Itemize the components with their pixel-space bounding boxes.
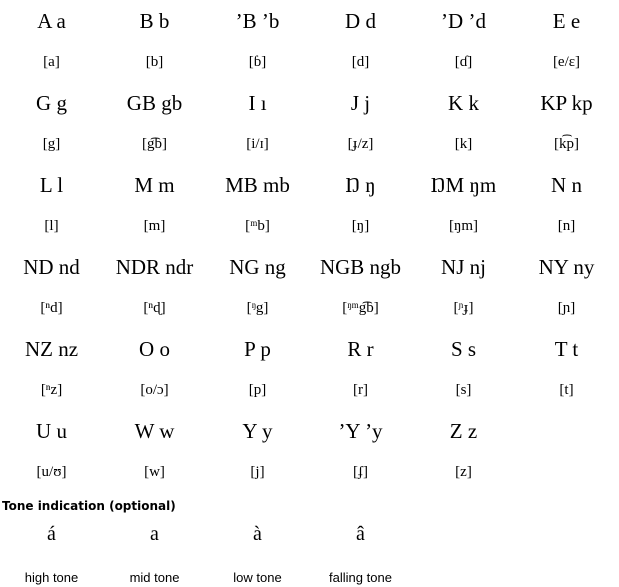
letter-cell: NY ny [538,254,595,279]
ipa-cell: [n] [557,217,576,234]
tone-mark-mid: a [150,523,159,545]
ipa-cell: [l] [44,217,59,234]
ipa-cell: [ɲ] [557,299,576,316]
tone-label-falling: falling tone [329,570,392,585]
letter-cell: ’D ’d [441,8,486,33]
ipa-cell: [ᵑᵐg͡b] [342,299,379,316]
letter-cell: M m [134,172,175,197]
ipa-row [0,41,619,82]
letter-cell: O o [139,336,170,361]
ipa-cell: [u/ʊ] [36,463,67,480]
ipa-cell: [ᵑg] [246,299,269,316]
letter-cell: G g [36,90,67,115]
letter-cell: ND nd [23,254,80,279]
ipa-cell: [p] [248,381,267,398]
letter-cell: W w [134,418,175,443]
letter-cell: N n [551,172,582,197]
letter-cell: NG ng [229,254,286,279]
ipa-cell: [ʄ] [353,463,368,480]
ipa-cell: [t] [559,381,574,398]
ipa-cell: [ᶮɟ] [453,299,474,316]
letter-cell: KP kp [540,90,593,115]
tone-heading: Tone indication (optional) [2,499,176,513]
ipa-cell: [z] [455,463,472,480]
letter-cell: NDR ndr [115,254,194,279]
ipa-cell: [ɟ/z] [347,135,374,152]
letter-row [0,246,619,287]
letter-cell: Y y [242,418,273,443]
ipa-row [0,369,619,410]
ipa-row [0,123,619,164]
ipa-cell: [g] [42,135,61,152]
letter-cell: I ı [248,90,267,115]
ipa-cell: [d] [351,53,370,70]
letter-cell: E e [552,8,581,33]
ipa-cell: [ᵐb] [245,217,270,234]
letter-cell: NZ nz [24,336,79,361]
ipa-cell: [ⁿɖ] [143,299,166,316]
letter-row [0,410,619,451]
ipa-cell: [g͡b] [142,135,167,152]
letter-cell: Ŋ ŋ [345,172,376,197]
ipa-cell: [s] [455,381,472,398]
letter-row [0,82,619,123]
tone-label-mid: mid tone [129,570,180,585]
tone-mark-high: á [47,523,56,545]
letter-cell: ŊM ŋm [430,172,497,197]
letter-cell: A a [37,8,66,33]
letter-cell: P p [244,336,271,361]
ipa-cell: [b] [145,53,164,70]
letter-row [0,164,619,205]
letter-row [0,0,619,41]
letter-cell: MB mb [225,172,290,197]
letter-cell: B b [139,8,170,33]
ipa-cell: [m] [143,217,166,234]
letter-cell: J j [350,90,371,115]
ipa-cell: [o/ɔ] [140,381,169,398]
letter-cell: Z z [449,418,478,443]
ipa-row [0,451,619,492]
letter-cell: ’Y ’y [338,418,383,443]
ipa-cell: [ɓ] [248,53,267,70]
tone-mark-low: à [253,523,262,545]
letter-cell: ’B ’b [235,8,280,33]
ipa-cell: [ŋ] [351,217,370,234]
tone-mark-falling: â [356,523,365,545]
ipa-cell: [a] [43,53,60,70]
tone-marks-row [0,522,619,554]
ipa-cell: [ⁿz] [40,381,63,398]
tone-labels-row [0,570,619,586]
ipa-cell: [i/ɪ] [246,135,269,152]
letter-cell: GB gb [126,90,183,115]
ipa-cell: [e/ɛ] [552,53,581,70]
tone-label-low: low tone [233,570,282,585]
letter-cell: NGB ngb [319,254,402,279]
ipa-cell: [ⁿd] [40,299,63,316]
letter-cell: NJ nj [441,254,486,279]
letter-row [0,328,619,369]
ipa-row [0,287,619,328]
letter-cell: D d [345,8,376,33]
letter-cell: U u [36,418,67,443]
letter-cell: K k [448,90,479,115]
ipa-cell: [k͡p] [554,135,579,152]
ipa-row [0,205,619,246]
letter-cell: S s [450,336,477,361]
tone-label-high: high tone [24,570,79,585]
ipa-cell: [r] [353,381,368,398]
ipa-cell: [k] [454,135,473,152]
ipa-cell: [w] [144,463,165,480]
ipa-cell: [ɗ] [454,53,473,70]
ipa-cell: [ŋm] [448,217,479,234]
letter-cell: L l [39,172,64,197]
letter-cell: R r [347,336,374,361]
letter-cell: T t [554,336,579,361]
ipa-cell: [j] [250,463,265,480]
